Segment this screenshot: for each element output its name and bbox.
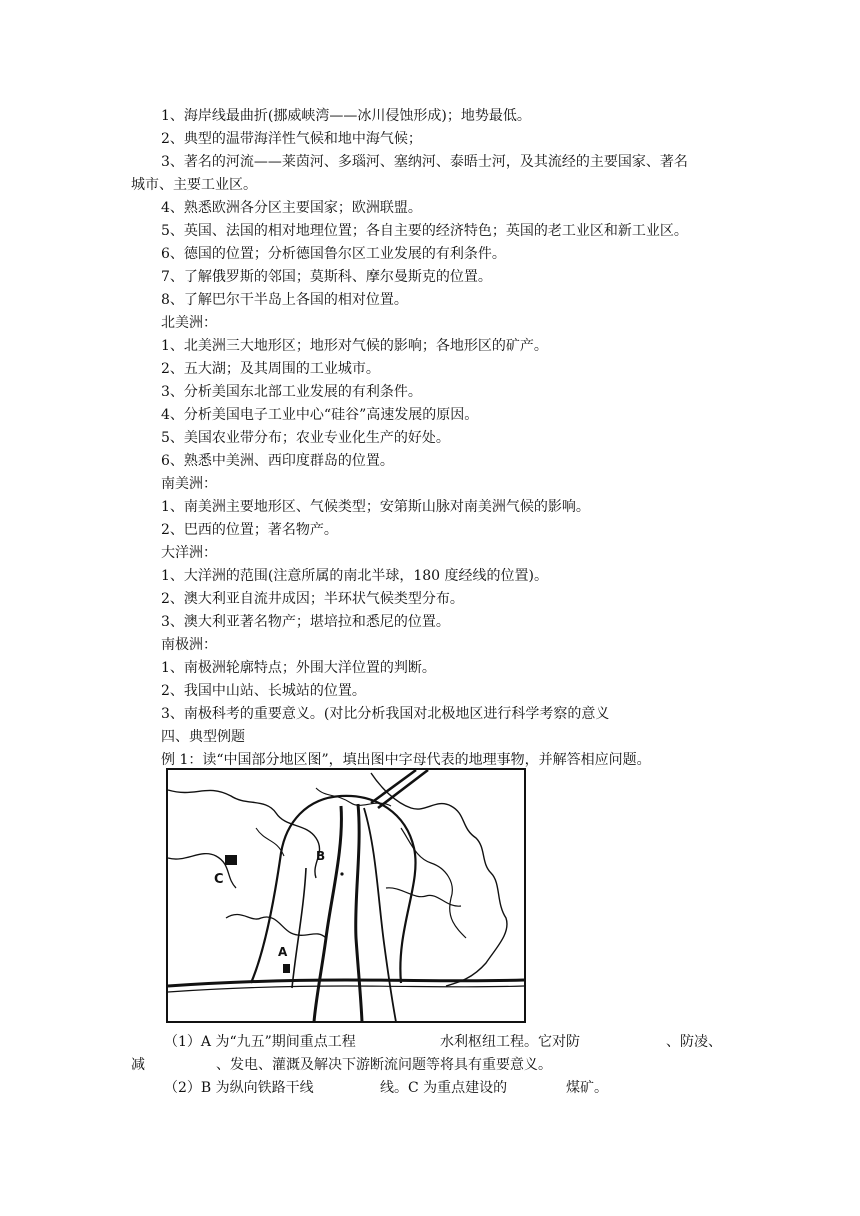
question-1-part2: 水利枢纽工程。它对防 [440, 1034, 580, 1050]
text-line: 1、大洋洲的范围(注意所属的南北半球，180 度经线的位置)。 [161, 568, 549, 584]
text-line: 2、我国中山站、长城站的位置。 [161, 683, 366, 699]
text-line: 4、分析美国电子工业中心“硅谷”高速发展的原因。 [161, 407, 479, 423]
section-heading: 四、典型例题 [161, 729, 245, 745]
text-line: 7、了解俄罗斯的邻国；莫斯科、摩尔曼斯克的位置。 [161, 269, 492, 285]
question-1-part5: 、发电、灌溉及解决下游断流问题等将具有重要意义。 [216, 1057, 552, 1073]
question-2-part1: （2）B 为纵向铁路干线 [164, 1080, 314, 1096]
text-line: 6、德国的位置；分析德国鲁尔区工业发展的有利条件。 [161, 246, 506, 262]
text-line: 5、美国农业带分布；农业专业化生产的好处。 [161, 430, 450, 446]
text-line: 1、南美洲主要地形区、气候类型；安第斯山脉对南美洲气候的影响。 [161, 499, 590, 515]
question-1-part1: （1）A 为“九五”期间重点工程 [164, 1034, 356, 1050]
text-line: 2、巴西的位置；著名物产。 [161, 522, 338, 538]
a-marker [283, 964, 290, 973]
section-heading: 南美洲： [161, 476, 217, 492]
section-heading: 大洋洲： [161, 545, 217, 561]
map-label-c: C [214, 872, 224, 887]
text-line: 2、典型的温带海洋性气候和地中海气候； [161, 131, 422, 147]
text-line: 2、澳大利亚自流井成因；半环状气候类型分布。 [161, 591, 464, 607]
text-line: 5、英国、法国的相对地理位置；各自主要的经济特色；英国的老工业区和新工业区。 [161, 223, 688, 239]
question-1-part3: 、防凌、 [666, 1034, 722, 1050]
text-line: 4、熟悉欧洲各分区主要国家；欧洲联盟。 [161, 200, 422, 216]
section-heading: 北美洲： [161, 315, 217, 331]
text-line: 城市、主要工业区。 [131, 177, 257, 193]
text-line: 3、澳大利亚著名物产；堪培拉和悉尼的位置。 [161, 614, 450, 630]
c-marker [225, 855, 237, 865]
text-line: 1、海岸线最曲折(挪威峡湾——冰川侵蚀形成)；地势最低。 [161, 108, 531, 124]
question-2-part2: 线。C 为重点建设的 [380, 1080, 508, 1096]
text-line: 3、著名的河流——莱茵河、多瑙河、塞纳河、泰晤士河，及其流经的主要国家、著名 [161, 154, 688, 170]
text-line: 6、熟悉中美洲、西印度群岛的位置。 [161, 453, 394, 469]
map-label-a: A [278, 945, 288, 959]
text-line: 1、南极洲轮廓特点；外围大洋位置的判断。 [161, 660, 436, 676]
question-1-part4: 减 [131, 1057, 145, 1073]
example-prompt: 例 1：读“中国部分地区图”，填出图中字母代表的地理事物，并解答相应问题。 [161, 752, 651, 768]
text-line: 8、了解巴尔干半岛上各国的相对位置。 [161, 292, 408, 308]
section-heading: 南极洲： [161, 637, 217, 653]
text-line: 2、五大湖；及其周围的工业城市。 [161, 361, 380, 377]
question-2-part3: 煤矿。 [566, 1080, 608, 1096]
china-region-map [166, 768, 526, 1023]
text-line: 1、北美洲三大地形区；地形对气候的影响；各地形区的矿产。 [161, 338, 548, 354]
map-label-b: B [316, 849, 326, 863]
text-line: 3、南极科考的重要意义。(对比分析我国对北极地区进行科学考察的意义 [161, 706, 610, 722]
text-line: 3、分析美国东北部工业发展的有利条件。 [161, 384, 422, 400]
